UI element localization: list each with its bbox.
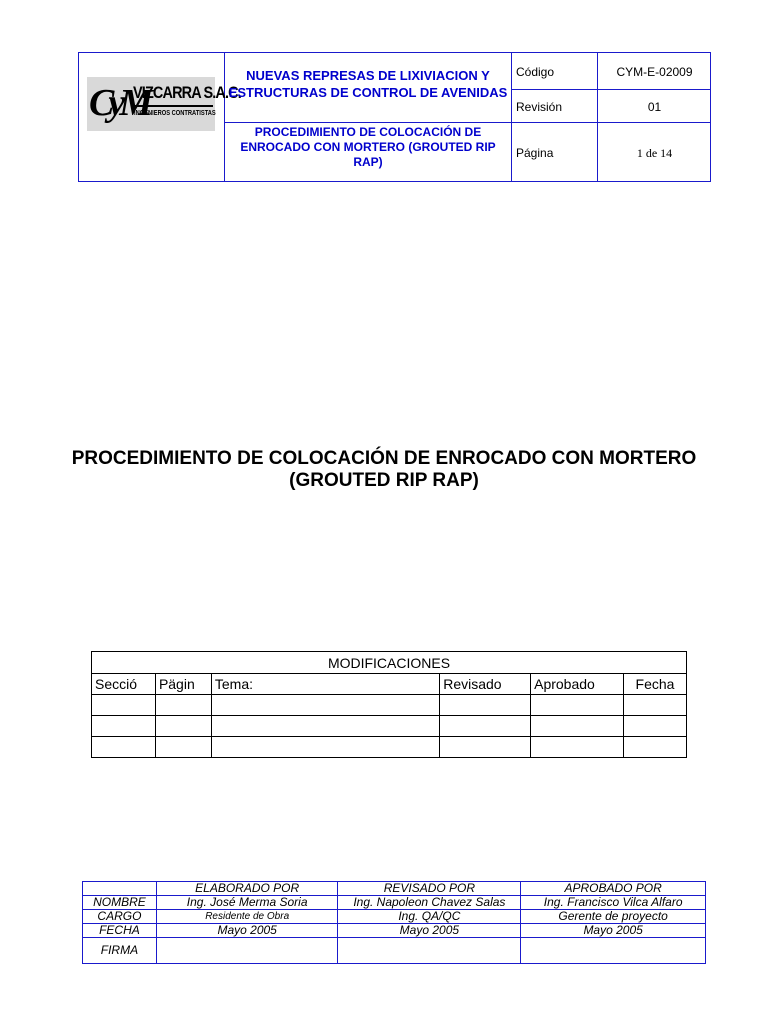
- cargo-label: CARGO: [83, 910, 157, 924]
- nombre-aprobado: Ing. Francisco Vilca Alfaro: [521, 896, 706, 910]
- modifications-caption: MODIFICACIONES: [92, 652, 687, 674]
- firma-aprobado: [521, 938, 706, 964]
- fecha-label: FECHA: [83, 924, 157, 938]
- col-fecha: Fecha: [624, 674, 687, 695]
- revision-value: 01: [647, 100, 662, 114]
- procedure-title: PROCEDIMIENTO DE COLOCACIÓN DE ENROCADO CON MORTERO (GROUTED RIP RAP): [240, 125, 496, 169]
- cargo-row: [83, 910, 706, 924]
- col-tema: Tema:: [211, 674, 439, 695]
- firma-revisado: [338, 938, 521, 964]
- header-table: [78, 52, 711, 182]
- nombre-label: NOMBRE: [83, 896, 157, 910]
- table-row: [92, 695, 687, 716]
- codigo-value: CYM-E-02009: [616, 65, 693, 79]
- project-title: NUEVAS REPRESAS DE LIXIVIACION Y ESTRUCTURAS DE CONTROL DE AVENIDAS: [228, 68, 508, 100]
- nombre-revisado: Ing. Napoleon Chavez Salas: [338, 896, 521, 910]
- table-row: [92, 716, 687, 737]
- firma-row: [83, 938, 706, 964]
- modifications-table: [91, 651, 687, 758]
- col-seccion: Secció: [92, 674, 156, 695]
- fecha-aprobado: Mayo 2005: [521, 924, 706, 938]
- table-row: [92, 737, 687, 758]
- revisado-header: REVISADO POR: [338, 882, 521, 896]
- nombre-row: [83, 896, 706, 910]
- company-logo: [87, 77, 241, 131]
- modifications-header-row: [92, 674, 687, 695]
- firma-label: FIRMA: [83, 938, 157, 964]
- pagina-label: Página: [516, 146, 554, 160]
- cargo-elaborado: Residente de Obra: [156, 910, 338, 924]
- firma-elaborado: [156, 938, 338, 964]
- fecha-row: [83, 924, 706, 938]
- nombre-elaborado: Ing. José Merma Soria: [156, 896, 338, 910]
- fecha-revisado: Mayo 2005: [338, 924, 521, 938]
- logo-mark: CyM: [89, 82, 147, 124]
- fecha-elaborado: Mayo 2005: [156, 924, 338, 938]
- logo-company-name: VIZCARRA S.A.C.: [133, 83, 241, 102]
- cargo-revisado: Ing. QA/QC: [338, 910, 521, 924]
- col-pagina: Pägin: [155, 674, 211, 695]
- cargo-aprobado: Gerente de proyecto: [521, 910, 706, 924]
- codigo-label: Código: [516, 65, 555, 79]
- col-revisado: Revisado: [440, 674, 531, 695]
- elaborado-header: ELABORADO POR: [156, 882, 338, 896]
- aprobado-header: APROBADO POR: [521, 882, 706, 896]
- document-title: PROCEDIMIENTO DE COLOCACIÓN DE ENROCADO CON MORTERO (GROUTED RIP RAP): [71, 448, 697, 491]
- signatures-table: [82, 881, 706, 964]
- col-aprobado: Aprobado: [531, 674, 624, 695]
- revision-label: Revisión: [516, 100, 563, 114]
- pagina-value: 1 de 14: [636, 146, 673, 160]
- signatures-header-row: [83, 882, 706, 896]
- logo-tagline: INGENIEROS CONTRATISTAS: [134, 110, 216, 117]
